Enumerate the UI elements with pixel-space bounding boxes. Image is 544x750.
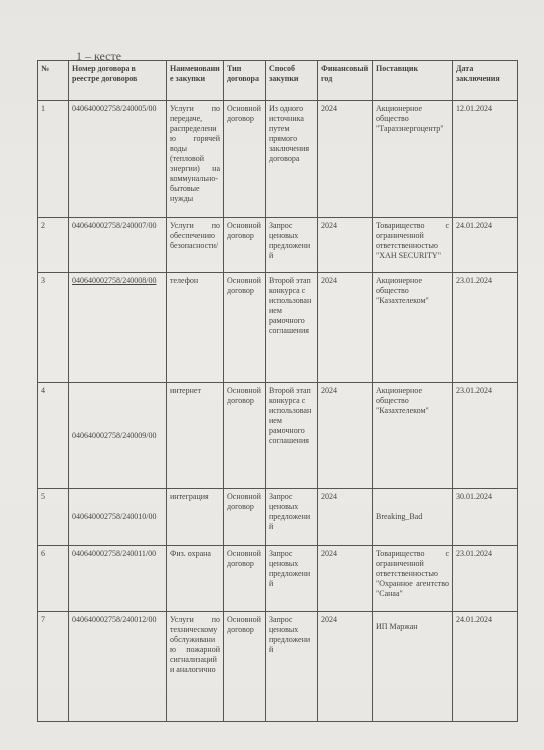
cell-year: 2024: [318, 546, 373, 612]
cell-name: Услуги по обеспечению безопасности/: [167, 218, 224, 273]
cell-name: Услуги по передаче, распределению горячей воды (тепловой энергии) на коммунально-бытовые нужды: [167, 101, 224, 218]
cell-year: 2024: [318, 383, 373, 489]
cell-num: 4: [38, 383, 69, 489]
cell-year: 2024: [318, 273, 373, 383]
cell-year: 2024: [318, 612, 373, 722]
cell-year: 2024: [318, 489, 373, 546]
cell-date: 12.01.2024: [453, 101, 518, 218]
header-name: Наименование закупки: [167, 61, 224, 101]
cell-contract: 040640002758/240007/00: [69, 218, 167, 273]
cell-name: интернет: [167, 383, 224, 489]
table-row: [38, 612, 518, 722]
header-contract: Номер договора в реестре договоров: [69, 61, 167, 101]
cell-name: интеграция: [167, 489, 224, 546]
cell-date: 23.01.2024: [453, 273, 518, 383]
cell-type: Основной договор: [224, 489, 266, 546]
cell-date: 23.01.2024: [453, 546, 518, 612]
cell-supplier: Акционерное общество "Казахтелеком": [373, 273, 453, 383]
cell-num: 1: [38, 101, 69, 218]
cell-name: Услуги по техническому обслуживанию пожарной сигнализаций и аналогично: [167, 612, 224, 722]
cell-num: 3: [38, 273, 69, 383]
cell-num: 2: [38, 218, 69, 273]
header-method: Способ закупки: [266, 61, 318, 101]
cell-year: 2024: [318, 101, 373, 218]
cell-type: Основной договор: [224, 218, 266, 273]
table-row: [38, 273, 518, 383]
header-type: Тип договора: [224, 61, 266, 101]
cell-date: 24.01.2024: [453, 218, 518, 273]
cell-type: Основной договор: [224, 612, 266, 722]
cell-contract: 040640002758/240005/00: [69, 101, 167, 218]
cell-type: Основной договор: [224, 273, 266, 383]
cell-method: Запрос ценовых предложений: [266, 489, 318, 546]
table-row: [38, 546, 518, 612]
cell-method: Из одного источника путем прямого заключения договора: [266, 101, 318, 218]
cell-num: 5: [38, 489, 69, 546]
cell-contract: 040640002758/240012/00: [69, 612, 167, 722]
header-supplier: Поставщик: [373, 61, 453, 101]
cell-contract: 040640002758/240009/00: [69, 383, 167, 489]
cell-date: 30.01.2024: [453, 489, 518, 546]
cell-date: 24.01.2024: [453, 612, 518, 722]
cell-num: 6: [38, 546, 69, 612]
cell-supplier: Breaking_Bad: [373, 489, 453, 546]
cell-supplier: Акционерное общество "Казахтелеком": [373, 383, 453, 489]
cell-contract: 040640002758/240011/00: [69, 546, 167, 612]
table-row: [38, 383, 518, 489]
cell-name: телефон: [167, 273, 224, 383]
cell-year: 2024: [318, 218, 373, 273]
cell-date: 23.01.2024: [453, 383, 518, 489]
cell-method: Запрос ценовых предложений: [266, 218, 318, 273]
cell-method: Второй этап конкурса с использованием рамочного соглашения: [266, 383, 318, 489]
cell-type: Основной договор: [224, 101, 266, 218]
cell-type: Основной договор: [224, 383, 266, 489]
contracts-table: [37, 60, 518, 722]
table-row: [38, 218, 518, 273]
header-year: Финансовый год: [318, 61, 373, 101]
cell-num: 7: [38, 612, 69, 722]
table-row: [38, 101, 518, 218]
cell-supplier: Акционерное общество "Таразэнергоцентр": [373, 101, 453, 218]
header-date: Дата заключения: [453, 61, 518, 101]
table-caption: 1 – кесте: [76, 49, 122, 63]
table-header-row: [38, 61, 518, 101]
cell-supplier: Товарищество с ограниченной ответственностью "ХАН SECURITY": [373, 218, 453, 273]
header-num: №: [38, 61, 69, 101]
cell-supplier: Товарищество с ограниченной ответственностью "Охранное агентство "Санаа": [373, 546, 453, 612]
cell-method: Запрос ценовых предложений: [266, 546, 318, 612]
cell-type: Основной договор: [224, 546, 266, 612]
cell-name: Физ. охрана: [167, 546, 224, 612]
cell-method: Запрос ценовых предложений: [266, 612, 318, 722]
table-row: [38, 489, 518, 546]
cell-contract: 040640002758/240008/00: [69, 273, 167, 383]
cell-supplier: ИП Маржан: [373, 612, 453, 722]
cell-method: Второй этап конкурса с использованием рамочного соглашения: [266, 273, 318, 383]
cell-contract: 040640002758/240010/00: [69, 489, 167, 546]
